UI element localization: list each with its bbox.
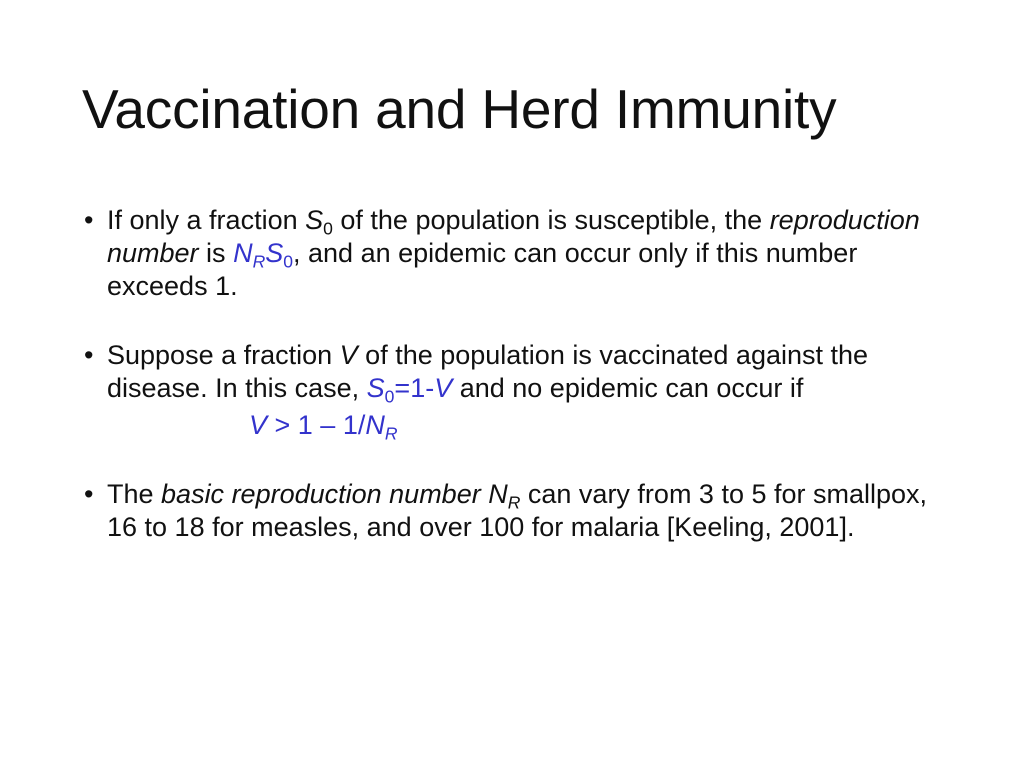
bullet-marker: • — [84, 340, 94, 370]
bullet-text: Suppose a fraction — [107, 340, 340, 370]
highlight-expression — [366, 373, 453, 407]
subscript: R — [384, 423, 398, 444]
formula-relation: > 1 – 1/ — [267, 410, 366, 440]
variable-v: V — [339, 340, 358, 370]
variable-s: S — [305, 205, 324, 235]
variable-v: V — [249, 410, 268, 440]
variable-n: N — [365, 410, 385, 440]
bullet-marker: • — [84, 479, 94, 509]
bullet-text: The — [107, 479, 162, 509]
subscript: 0 — [323, 218, 333, 239]
bullet-list — [84, 204, 964, 544]
variable-n: N — [233, 238, 253, 268]
bullet-text: and no epidemic can occur if — [452, 373, 804, 403]
bullet-text: of the population is susceptible, the — [332, 205, 770, 235]
bullet-text: , and an epidemic can occur only if this number exceeds 1. — [107, 238, 858, 301]
term-reproduction-number: reproduction number — [107, 205, 920, 268]
bullet-text: If only a fraction — [107, 205, 306, 235]
bullet-text: of the population is vaccinated against the disease. In this case, — [107, 340, 869, 403]
subscript: 0 — [283, 251, 294, 272]
bullet-item — [84, 339, 964, 442]
herd-immunity-formula — [107, 409, 964, 442]
variable-v: V — [434, 373, 453, 403]
variable-s: S — [366, 373, 385, 403]
variable-s: S — [265, 238, 284, 268]
term-basic-reproduction-number: basic reproduction number N — [161, 479, 508, 509]
bullet-item — [84, 478, 964, 544]
bullet-marker: • — [84, 205, 94, 235]
bullet-text: is — [198, 238, 234, 268]
slide-title: Vaccination and Herd Immunity — [82, 78, 837, 140]
highlight-expression — [233, 238, 294, 272]
bullet-item — [84, 204, 964, 303]
subscript: R — [507, 492, 521, 513]
bullet-text: can vary from 3 to 5 for smallpox, 16 to 18 for measles, and over 100 for malaria [Keeling, 2001]. — [107, 479, 928, 542]
subscript: R — [252, 251, 266, 272]
equation-text: =1- — [394, 373, 435, 403]
subscript: 0 — [384, 386, 395, 407]
